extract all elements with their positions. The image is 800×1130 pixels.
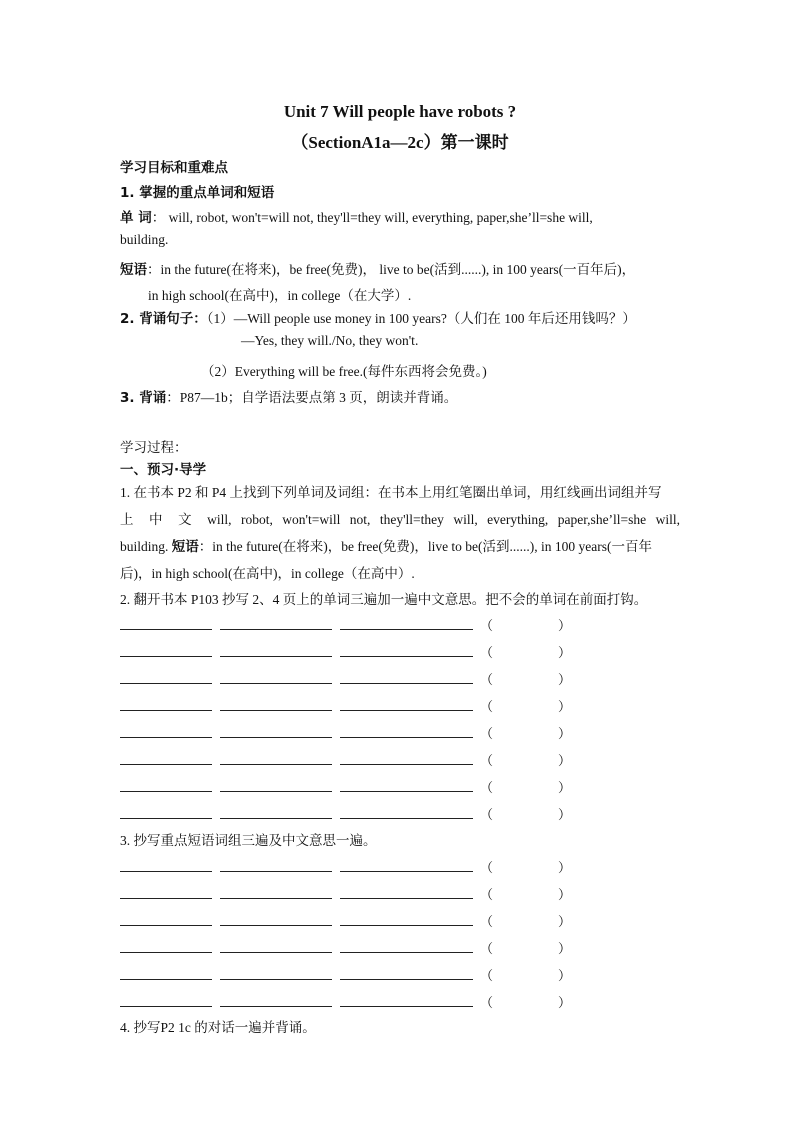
step-1-building: building.	[120, 539, 169, 554]
phrase-blank[interactable]	[120, 978, 212, 980]
paren-close: ）	[558, 780, 572, 795]
blank-row	[120, 991, 580, 1010]
paren-open: （	[480, 726, 494, 741]
words-label: 单 词	[120, 210, 152, 226]
blank-row	[120, 910, 580, 929]
blank-row	[120, 856, 580, 875]
sentence-2: （2）Everything will be free.(每件东西将会免费。)	[201, 364, 487, 379]
paren-open: （	[480, 914, 494, 929]
blank-row	[120, 614, 580, 633]
phrase-blank[interactable]	[120, 924, 212, 926]
word-blank[interactable]	[120, 655, 212, 657]
blank-row	[120, 722, 580, 741]
word-blank[interactable]	[120, 736, 212, 738]
word-blank[interactable]	[220, 736, 332, 738]
paren-open: （	[480, 699, 494, 714]
recite-pages-text: ：P87—1b；自学语法要点第 3 页，朗读并背诵。	[166, 390, 458, 405]
recite-pages-line	[120, 386, 680, 406]
paren-close: ）	[558, 807, 572, 822]
word-blank[interactable]	[220, 655, 332, 657]
phrase-blank[interactable]	[220, 897, 332, 899]
paren-close: ）	[558, 645, 572, 660]
word-blank[interactable]	[120, 628, 212, 630]
word-blank[interactable]	[120, 817, 212, 819]
step-1-phrases-label: 短语	[171, 539, 199, 555]
phrase-blank[interactable]	[340, 897, 473, 899]
blank-row	[120, 883, 580, 902]
word-blank[interactable]	[340, 628, 473, 630]
phrase-blank[interactable]	[340, 924, 473, 926]
blank-row	[120, 776, 580, 795]
word-blank[interactable]	[120, 682, 212, 684]
paren-open: （	[480, 968, 494, 983]
section-1-heading: 一、预习·导学	[120, 462, 207, 478]
phrase-blank[interactable]	[220, 924, 332, 926]
word-blank[interactable]	[340, 790, 473, 792]
sentence-1-answer: —Yes, they will./No, they won't.	[241, 333, 419, 348]
word-blank[interactable]	[220, 817, 332, 819]
recite-pages-label: 3. 背诵	[120, 390, 167, 406]
paren-close: ）	[558, 941, 572, 956]
phrase-blank[interactable]	[340, 951, 473, 953]
phrases-label: 短语	[120, 262, 147, 278]
step-3: 3. 抄写重点短语词组三遍及中文意思一遍。	[120, 833, 377, 848]
phrase-blank[interactable]	[220, 978, 332, 980]
phrases-line	[120, 258, 680, 278]
paren-close: ）	[558, 914, 572, 929]
paren-open: （	[480, 672, 494, 687]
paren-close: ）	[558, 887, 572, 902]
blank-row	[120, 937, 580, 956]
step-1-phrases-text: ：in the future(在将来)，be free(免费)，live to be(活到......), in 100 years(一百年	[198, 539, 653, 554]
recite-line	[120, 307, 680, 327]
word-blank[interactable]	[340, 709, 473, 711]
paren-open: （	[480, 995, 494, 1010]
paren-open: （	[480, 753, 494, 768]
phrase-blank[interactable]	[220, 870, 332, 872]
phrase-blank[interactable]	[120, 951, 212, 953]
phrase-blank[interactable]	[120, 897, 212, 899]
paren-close: ）	[558, 726, 572, 741]
word-blank[interactable]	[340, 655, 473, 657]
paren-close: ）	[558, 860, 572, 875]
blank-row	[120, 668, 580, 687]
step-1-line-b: 上 中 文 will, robot, won't=will not, they'll=they will, everything, paper,she’ll=she will,	[120, 512, 680, 527]
phrase-blank[interactable]	[220, 1005, 332, 1007]
paren-open: （	[480, 941, 494, 956]
goals-heading: 学习目标和重难点	[120, 160, 228, 176]
step-2: 2. 翻开书本 P103 抄写 2、4 页上的单词三遍加一遍中文意思。把不会的单词在前面打钩。	[120, 592, 648, 607]
lesson-subtitle: （SectionA1a—2c）第一课时	[291, 133, 509, 152]
words-continuation: building.	[120, 232, 169, 247]
paren-close: ）	[558, 618, 572, 633]
words-line	[120, 206, 680, 226]
paren-open: （	[480, 618, 494, 633]
word-blank[interactable]	[220, 763, 332, 765]
word-blank[interactable]	[340, 736, 473, 738]
phrase-blank[interactable]	[220, 951, 332, 953]
phrase-blank[interactable]	[120, 870, 212, 872]
blank-row	[120, 803, 580, 822]
paren-close: ）	[558, 995, 572, 1010]
paren-open: （	[480, 860, 494, 875]
word-blank[interactable]	[220, 709, 332, 711]
step-1-line-d: 后)，in high school(在高中)，in college（在高中）.	[120, 566, 415, 581]
phrases-text: ：in the future(在将来)，be free(免费)， live to be(活到......), in 100 years(一百年后)，	[147, 262, 636, 277]
unit-title: Unit 7 Will people have robots ?	[283, 102, 517, 121]
word-blank[interactable]	[120, 763, 212, 765]
goal-1-heading: 1. 掌握的重点单词和短语	[120, 185, 275, 201]
phrase-blank[interactable]	[340, 978, 473, 980]
paren-open: （	[480, 807, 494, 822]
phrases-continuation: in high school(在高中)，in college（在大学）.	[148, 288, 412, 303]
blank-row	[120, 695, 580, 714]
phrase-blank[interactable]	[340, 1005, 473, 1007]
paren-open: （	[480, 887, 494, 902]
paren-open: （	[480, 780, 494, 795]
paren-close: ）	[558, 672, 572, 687]
step-4: 4. 抄写P2 1c 的对话一遍并背诵。	[120, 1020, 316, 1035]
word-blank[interactable]	[220, 628, 332, 630]
paren-close: ）	[558, 699, 572, 714]
paren-close: ）	[558, 968, 572, 983]
step-1-line-a: 1. 在书本 P2 和 P4 上找到下列单词及词组：在书本上用红笔圈出单词，用红线画出词组并写	[120, 485, 662, 500]
word-blank[interactable]	[220, 682, 332, 684]
word-blank[interactable]	[220, 790, 332, 792]
word-blank[interactable]	[120, 709, 212, 711]
word-blank[interactable]	[120, 790, 212, 792]
paren-close: ）	[558, 753, 572, 768]
blank-row	[120, 641, 580, 660]
phrase-blank[interactable]	[120, 1005, 212, 1007]
word-blank[interactable]	[340, 682, 473, 684]
paren-open: （	[480, 645, 494, 660]
words-text: ： will, robot, won't=will not, they'll=they will, everything, paper,she’ll=she will,	[151, 210, 593, 225]
phrase-blank[interactable]	[340, 870, 473, 872]
recite-label: 2. 背诵句子：	[120, 311, 207, 327]
step-1-line-c	[120, 535, 680, 555]
word-blank[interactable]	[340, 763, 473, 765]
blank-row	[120, 964, 580, 983]
process-heading: 学习过程：	[120, 440, 188, 455]
sentence-1: （1）—Will people use money in 100 years?（人们在 100 年后还用钱吗？）	[206, 311, 636, 326]
word-blank[interactable]	[340, 817, 473, 819]
blank-row	[120, 749, 580, 768]
